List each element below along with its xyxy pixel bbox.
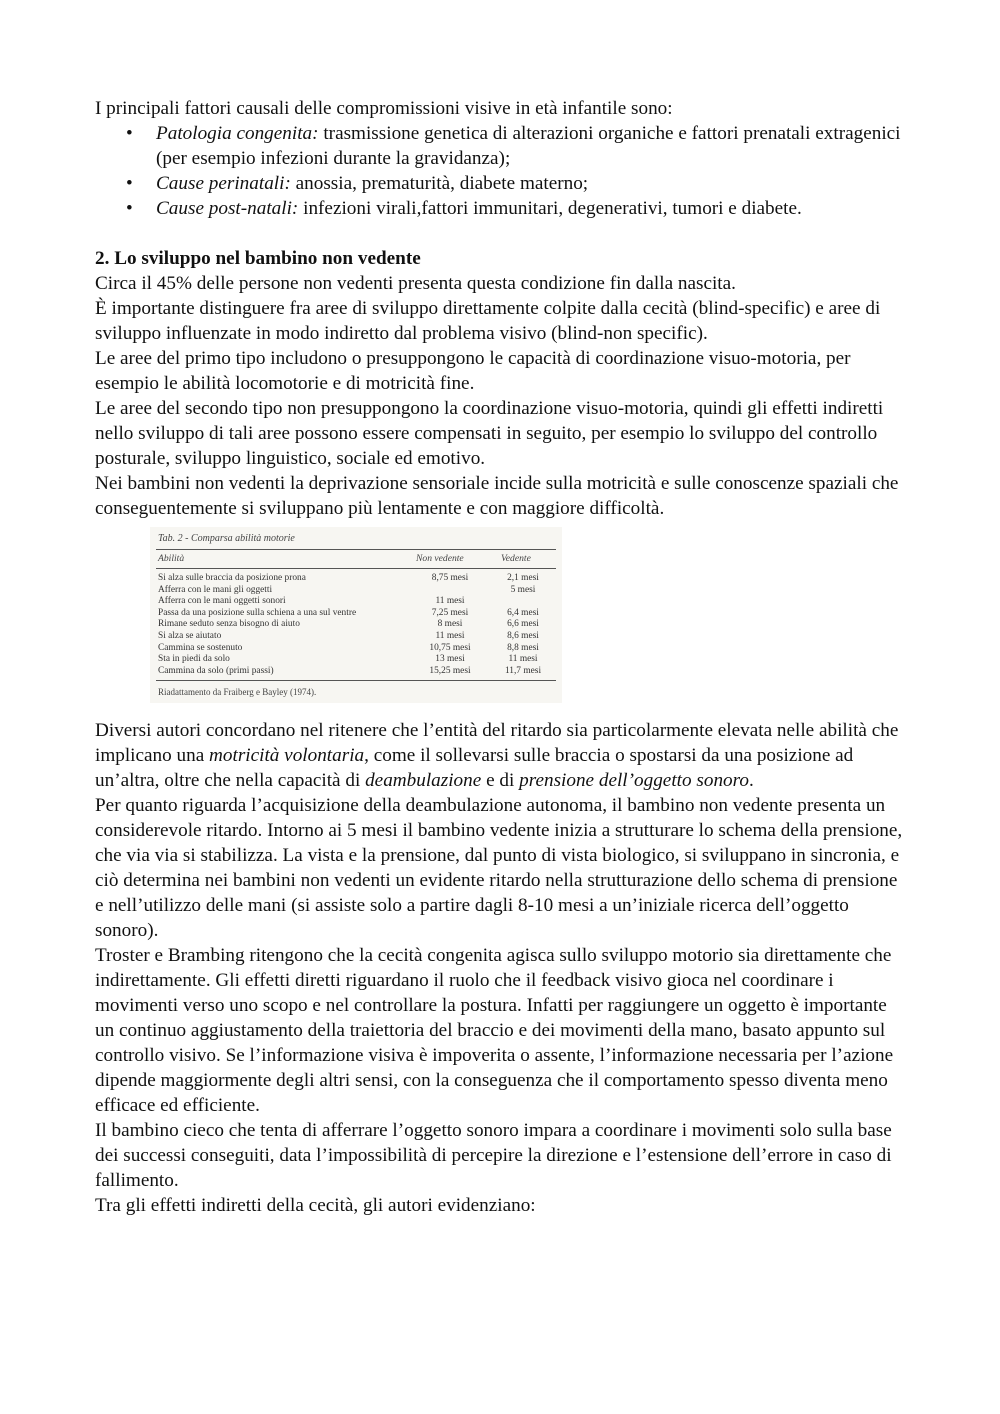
cause-text: anossia, prematurità, diabete materno;	[290, 173, 589, 194]
table-source: Riadattamento da Fraiberg e Bayley (1974).	[158, 687, 317, 697]
emphasis: deambulazione	[365, 770, 482, 791]
paragraph	[95, 718, 910, 793]
sighted-cell	[490, 596, 556, 608]
text-run: Diversi autori concordano nel ritenere che l’entità del ritardo sia particolarmente elevata nelle abilità che implicano una	[95, 720, 899, 766]
blind-cell: 15,25 mesi	[429, 665, 471, 676]
text-run: .	[748, 770, 754, 791]
bullet-icon: •	[126, 123, 133, 144]
paragraph: Troster e Brambing ritengono che la cecità congenita agisca sullo sviluppo motorio sia direttamente che indirettamente. Gli effetti diretti riguardano il ruolo che il feedback visivo gioca nel coordinare i movimenti verso uno scopo e nel controllare la postura. Infatti per raggiungere un oggetto è importante un continuo aggiustamento della traiettoria del braccio e dei movimenti della mano, basato appunto sul controllo visivo. Se l’informazione visiva è impoverita o assente, l’informazione necessaria per l’azione dipende maggiormente degli altri sensi, con la conseguenza che il comportamento spesso diventa meno efficace ed efficiente.	[95, 945, 894, 1116]
table-row	[158, 608, 556, 620]
list-item	[95, 171, 910, 196]
text-run: e di	[481, 770, 520, 791]
table-row	[158, 585, 556, 597]
section-heading: 2. Lo sviluppo nel bambino non vedente	[95, 248, 421, 269]
list-item	[95, 121, 910, 171]
ability-cell: Sta in piedi da solo	[158, 654, 230, 665]
ability-cell: Si alza se aiutato	[158, 630, 222, 641]
paragraph: Nei bambini non vedenti la deprivazione sensoriale incide sulla motricità e sulle conoscenze spaziali che conseguentemente si sviluppano più lentamente e con maggiore difficoltà.	[95, 473, 899, 519]
cause-label: Cause perinatali:	[156, 173, 291, 194]
emphasis: motricità volontaria	[209, 745, 365, 766]
blind-cell: 8,75 mesi	[431, 573, 469, 583]
sighted-cell: 11 mesi	[508, 654, 538, 665]
ability-cell: Cammina da solo (primi passi)	[158, 665, 274, 676]
sighted-cell: 6,6 mesi	[507, 619, 539, 630]
table-row	[158, 654, 556, 666]
cause-label: Cause post-natali:	[156, 198, 299, 219]
paragraph: Le aree del primo tipo includono o presuppongono le capacità di coordinazione visuo-motoria, per esempio le abilità locomotorie e di motricità fine.	[95, 348, 851, 394]
paragraph: Il bambino cieco che tenta di afferrare l’oggetto sonoro impara a coordinare i movimenti solo sulla base dei successi conseguiti, data l’impossibilità di percepire la direzione e l’estensione dell’errore in caso di fallimento.	[95, 1120, 892, 1191]
blind-cell: 11 mesi	[435, 596, 465, 607]
paragraph: Per quanto riguarda l’acquisizione della deambulazione autonoma, il bambino non vedente presenta un considerevole ritardo. Intorno ai 5 mesi il bambino vedente inizia a strutturare lo schema della prensione, che via via si stabilizza. La vista e la prensione, dal punto di vista biologico, si sviluppano in sincronia, e ciò determina nei bambini non vedenti un evidente ritardo nella strutturazione dello schema di prensione e nell’utilizzo delle mani (si assiste solo a partire dagli 8-10 mesi a un’iniziale ricerca dell’oggetto sonoro).	[95, 795, 903, 941]
ability-cell: Passa da una posizione sulla schiena a una sul ventre	[158, 607, 357, 618]
bullet-icon: •	[126, 173, 133, 194]
sighted-cell: 6,4 mesi	[507, 607, 539, 618]
table-row	[158, 596, 556, 608]
text-run: , come il sollevarsi sulle braccia o spostarsi da una posizione ad un’altra, oltre che nella capacità di	[95, 745, 854, 791]
causes-list	[95, 121, 910, 221]
ability-cell: Rimane seduto senza bisogno di aiuto	[158, 619, 300, 630]
list-item	[95, 196, 910, 221]
table-row	[158, 619, 556, 631]
cause-label: Patologia congenita:	[156, 123, 319, 144]
blind-cell: 8 mesi	[437, 619, 463, 630]
spacer	[95, 703, 910, 718]
spacer	[95, 221, 910, 246]
paragraph: È importante distinguere fra aree di sviluppo direttamente colpite dalla cecità (blind-specific) e aree di sviluppo influenzate in modo indiretto dal problema visivo (blind-non specific).	[95, 298, 881, 344]
ability-cell: Cammina se sostenuto	[158, 642, 243, 653]
table-row	[158, 643, 556, 655]
motor-skills-table-image	[150, 527, 562, 703]
sighted-cell: 8,6 mesi	[507, 630, 539, 641]
bullet-icon: •	[126, 198, 133, 219]
paragraph: Circa il 45% delle persone non vedenti presenta questa condizione fin dalla nascita.	[95, 273, 736, 294]
table-row	[158, 631, 556, 643]
blind-cell: 7,25 mesi	[431, 607, 469, 618]
sighted-cell: 11,7 mesi	[504, 665, 542, 676]
blind-cell	[410, 585, 490, 597]
ability-cell: Afferra con le mani oggetti sonori	[158, 596, 286, 607]
blind-cell: 13 mesi	[435, 654, 465, 665]
ability-cell: Afferra con le mani gli oggetti	[158, 584, 273, 595]
table-caption: Tab. 2 - Comparsa abilità motorie	[158, 533, 295, 544]
table-row	[158, 666, 556, 678]
table-rule-header	[156, 568, 556, 569]
table-header-blind: Non vedente	[416, 553, 464, 564]
sighted-cell: 5 mesi	[510, 584, 536, 595]
cause-text: infezioni virali,fattori immunitari, degenerativi, tumori e diabete.	[298, 198, 802, 219]
blind-cell: 11 mesi	[435, 630, 465, 641]
table-row	[158, 573, 556, 585]
table-rule-top	[156, 549, 556, 550]
table-header-ability: Abilità	[158, 553, 185, 564]
table-body	[158, 573, 556, 677]
paragraph: Le aree del secondo tipo non presuppongono la coordinazione visuo-motoria, quindi gli effetti indiretti nello sviluppo di tali aree possono essere compensati in seguito, per esempio lo sviluppo del controllo posturale, sviluppo linguistico, sociale ed emotivo.	[95, 398, 884, 469]
emphasis: prensione dell’oggetto sonoro	[519, 770, 749, 791]
table-header-sighted: Vedente	[501, 553, 531, 564]
table-rule-bottom	[156, 680, 556, 681]
paragraph: Tra gli effetti indiretti della cecità, gli autori evidenziano:	[95, 1195, 536, 1216]
document-page	[95, 96, 910, 1218]
cause-text: trasmissione genetica di alterazioni organiche e fattori prenatali extragenici (per esempio infezioni durante la gravidanza);	[156, 123, 901, 169]
blind-cell: 10,75 mesi	[429, 642, 471, 653]
ability-cell: Si alza sulle braccia da posizione prona	[158, 573, 306, 583]
sighted-cell: 8,8 mesi	[507, 642, 539, 653]
intro-paragraph: I principali fattori causali delle compromissioni visive in età infantile sono:	[95, 98, 673, 119]
sighted-cell: 2,1 mesi	[507, 573, 539, 583]
